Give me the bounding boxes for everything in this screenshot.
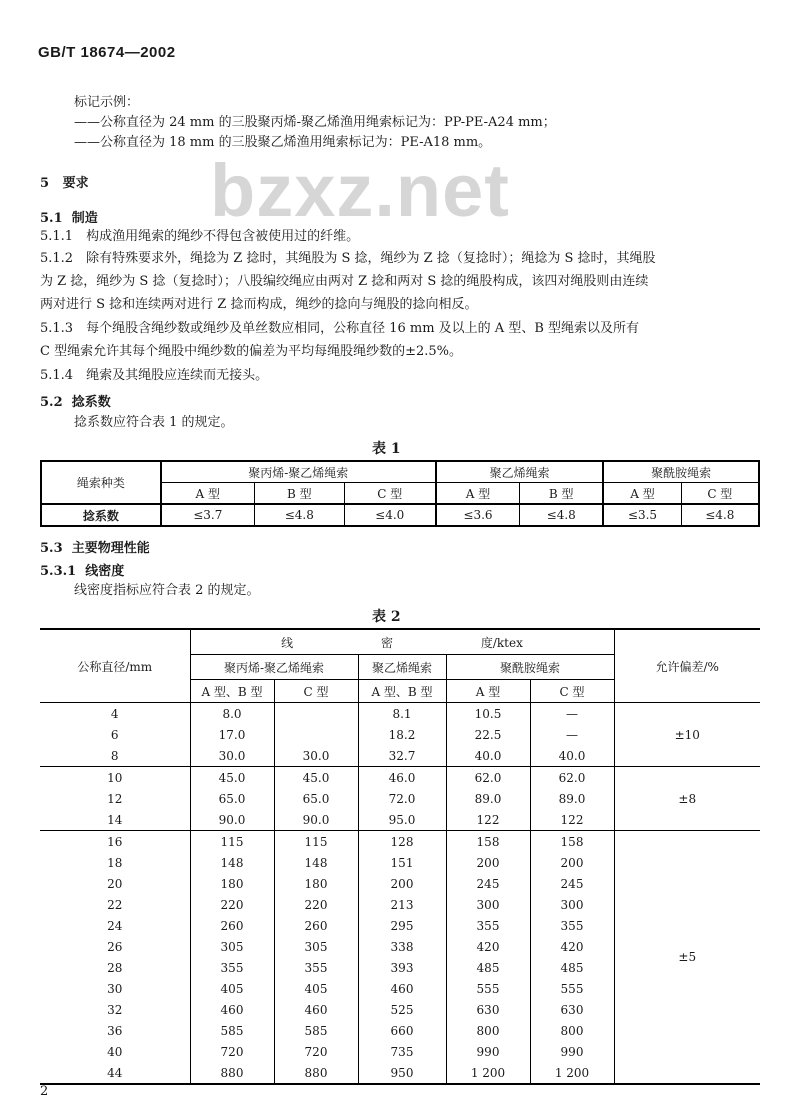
table2-value-cell: 32.7 [358, 745, 446, 767]
table2-value-cell: 880 [190, 1062, 274, 1084]
table1-value: ≤4.8 [254, 504, 344, 526]
table2-diameter-cell: 44 [107, 1065, 123, 1080]
table1-group-pp-pe: 聚丙烯-聚乙烯绳索 [161, 461, 436, 483]
table2-value-cell: 555 [446, 978, 530, 999]
table2-value-cell: 338 [358, 936, 446, 957]
table2-value-cell: 180 [190, 873, 274, 894]
section-5-number: 5 [40, 176, 50, 191]
table1-value: ≤3.5 [603, 504, 681, 526]
table2-value-cell: 62.0 [530, 767, 614, 789]
table2-value-cell: 8.1 [358, 703, 446, 725]
table2-diameter-cell: 4 [110, 706, 119, 721]
table1-value: ≤4.8 [681, 504, 759, 526]
table2-value-cell: 990 [530, 1041, 614, 1062]
table2-value-cell: 485 [530, 957, 614, 978]
clause-5-1-2-line3: 两对进行 S 捻和连续两对进行 Z 捻而构成，绳纱的捻向与绳股的捻向相反。 [40, 297, 478, 312]
clause-5-1-3-line1: 5.1.3 每个绳股含绳纱数或绳纱及单丝数应相同，公称直径 16 mm 及以上的 A 型、B 型绳索以及所有 [40, 321, 640, 336]
table2-value-cell: 158 [446, 831, 530, 853]
table2-value-cell: 40.0 [530, 745, 614, 767]
table2-value-cell: 1 200 [530, 1062, 614, 1084]
table1-type: A 型 [603, 483, 681, 505]
table2-diameter-cell: 32 [107, 1002, 123, 1017]
table1-type: C 型 [681, 483, 759, 505]
table1-value: ≤4.8 [520, 504, 604, 526]
table-row [40, 831, 760, 853]
table1-value: ≤3.6 [436, 504, 520, 526]
table2-value-cell: 800 [530, 1020, 614, 1041]
table1-row-label: 捻系数 [41, 504, 161, 526]
table1-type: A 型 [436, 483, 520, 505]
table2-value-cell: 10.5 [446, 703, 530, 725]
table2-value-cell: 148 [274, 852, 358, 873]
table2-value-cell: 460 [274, 999, 358, 1020]
section-5-3-1-text: 线密度指标应符合表 2 的规定。 [74, 583, 260, 598]
table2-value-cell: 30.0 [190, 745, 274, 767]
section-5-3-1-heading [40, 560, 124, 579]
table2-value-cell: 65.0 [190, 788, 274, 809]
table2-ld-char-2: 密 [380, 635, 393, 650]
table2-value-cell: 220 [274, 894, 358, 915]
table2-value-cell: 585 [190, 1020, 274, 1041]
table-2 [40, 628, 760, 1085]
table-1 [40, 460, 760, 527]
table1-group-pa: 聚酰胺绳索 [603, 461, 759, 483]
section-5-3-heading [40, 537, 150, 556]
table-row [40, 767, 760, 789]
table2-value-cell: 148 [190, 852, 274, 873]
table2-value-cell: 405 [274, 978, 358, 999]
marking-example-2: ——公称直径为 18 mm 的三股聚乙烯渔用绳索标记为：PE-A18 mm。 [74, 135, 492, 150]
section-5-title: 要求 [62, 176, 89, 191]
table2-tolerance-cell: ±10 [614, 703, 760, 767]
table2-value-cell: 305 [190, 936, 274, 957]
table2-value-cell: 30.0 [274, 745, 358, 767]
table2-diameter-cell: 8 [110, 748, 119, 763]
standard-header: GB/T 18674—2002 [38, 44, 176, 61]
table2-value-cell: 122 [446, 809, 530, 831]
table2-value-cell: 65.0 [274, 788, 358, 809]
section-5-2-text: 捻系数应符合表 1 的规定。 [74, 415, 234, 430]
table2-value-cell: 880 [274, 1062, 358, 1084]
table2-value-cell: 630 [530, 999, 614, 1020]
watermark: bzxz.net [210, 149, 510, 232]
table2-value-cell: 220 [190, 894, 274, 915]
table2-value-cell: 355 [274, 957, 358, 978]
table2-value-cell: 305 [274, 936, 358, 957]
table2-tolerance-cell: ±5 [614, 831, 760, 1085]
table2-group-pa: 聚酰胺绳索 [446, 655, 614, 680]
table2-diameter-header: 公称直径/mm [40, 629, 190, 703]
table2-caption: 表 2 [372, 609, 401, 625]
table2-value-cell: 158 [530, 831, 614, 853]
table2-tolerance-header: 允许偏差/% [614, 629, 760, 703]
table2-subheader: C 型 [530, 680, 614, 703]
table2-value-cell: 355 [530, 915, 614, 936]
table2-value-cell: 950 [358, 1062, 446, 1084]
table2-value-cell: 90.0 [274, 809, 358, 831]
table2-value-cell [274, 703, 358, 725]
table1-type: B 型 [520, 483, 604, 505]
table2-diameter-cell: 26 [107, 939, 123, 954]
table2-value-cell: 18.2 [358, 724, 446, 745]
table2-value-cell: 72.0 [358, 788, 446, 809]
table2-value-cell: 128 [358, 831, 446, 853]
table2-value-cell: 990 [446, 1041, 530, 1062]
table2-value-cell: 300 [530, 894, 614, 915]
table2-diameter-cell: 36 [107, 1023, 123, 1038]
table1-row-header: 绳索种类 [41, 461, 161, 504]
table2-value-cell: 200 [358, 873, 446, 894]
table1-caption: 表 1 [372, 441, 401, 457]
table2-value-cell: 95.0 [358, 809, 446, 831]
table2-diameter-cell: 20 [107, 876, 123, 891]
table2-diameter-cell: 14 [107, 812, 123, 827]
table2-value-cell: 720 [274, 1041, 358, 1062]
table2-value-cell: 735 [358, 1041, 446, 1062]
table2-value-cell: 260 [274, 915, 358, 936]
table2-value-cell: 90.0 [190, 809, 274, 831]
table2-value-cell: 89.0 [530, 788, 614, 809]
table2-value-cell: 800 [446, 1020, 530, 1041]
table2-value-cell: 62.0 [446, 767, 530, 789]
clause-5-1-2-line1: 5.1.2 除有特殊要求外，绳捻为 Z 捻时，其绳股为 S 捻，绳纱为 Z 捻（复捻时）；绳捻为 S 捻时，其绳股 [40, 251, 656, 266]
section-5-3-number: 5.3 [40, 541, 63, 556]
table2-value-cell: 405 [190, 978, 274, 999]
table2-value-cell: 460 [190, 999, 274, 1020]
table2-value-cell: 295 [358, 915, 446, 936]
table2-diameter-cell: 28 [107, 960, 123, 975]
table2-value-cell: 115 [190, 831, 274, 853]
table2-value-cell: 420 [446, 936, 530, 957]
table2-subheader: A 型 [446, 680, 530, 703]
table2-value-cell: 180 [274, 873, 358, 894]
table2-value-cell: 393 [358, 957, 446, 978]
table2-value-cell: 720 [190, 1041, 274, 1062]
section-5-1-heading [40, 207, 98, 226]
table2-diameter-cell: 30 [107, 981, 123, 996]
table2-value-cell: 245 [530, 873, 614, 894]
table2-value-cell: 630 [446, 999, 530, 1020]
table2-value-cell: 460 [358, 978, 446, 999]
table2-value-cell: 555 [530, 978, 614, 999]
table2-value-cell: 45.0 [190, 767, 274, 789]
table2-value-cell: 355 [446, 915, 530, 936]
table2-diameter-cell: 12 [107, 791, 123, 806]
table1-group-pe: 聚乙烯绳索 [436, 461, 604, 483]
table2-value-cell: 260 [190, 915, 274, 936]
clause-5-1-3-line2: C 型绳索允许其每个绳股中绳纱数的偏差为平均每绳股绳纱数的±2.5%。 [40, 344, 462, 359]
table2-value-cell: 420 [530, 936, 614, 957]
table1-value: ≤4.0 [344, 504, 436, 526]
table1-type: B 型 [254, 483, 344, 505]
table2-value-cell: 213 [358, 894, 446, 915]
section-5-1-title: 制造 [71, 211, 98, 226]
table2-value-cell: 525 [358, 999, 446, 1020]
table2-value-cell [274, 724, 358, 745]
table2-value-cell: 122 [530, 809, 614, 831]
section-5-3-title: 主要物理性能 [71, 541, 150, 556]
table2-diameter-cell: 40 [107, 1044, 123, 1059]
table2-ld-char-1: 线 [281, 635, 294, 650]
table2-body [40, 703, 760, 1085]
table2-value-cell: 8.0 [190, 703, 274, 725]
clause-5-1-1: 5.1.1 构成渔用绳索的绳纱不得包含被使用过的纤维。 [40, 229, 360, 244]
table-row [40, 703, 760, 725]
table2-value-cell: 40.0 [446, 745, 530, 767]
marking-example-1: ——公称直径为 24 mm 的三股聚丙烯-聚乙烯渔用绳索标记为：PP-PE-A24 mm； [74, 115, 556, 130]
table1-type: C 型 [344, 483, 436, 505]
table2-value-cell: 200 [446, 852, 530, 873]
table2-value-cell: 485 [446, 957, 530, 978]
section-5-2-heading [40, 391, 111, 410]
table2-value-cell: 17.0 [190, 724, 274, 745]
section-5-heading [40, 172, 89, 191]
table2-value-cell: 89.0 [446, 788, 530, 809]
table2-linear-density-header [190, 629, 614, 655]
table2-diameter-cell: 18 [107, 855, 123, 870]
section-5-1-number: 5.1 [40, 211, 63, 226]
table2-value-cell: 151 [358, 852, 446, 873]
table2-subheader: A 型、B 型 [190, 680, 274, 703]
section-5-2-title: 捻系数 [71, 395, 111, 410]
table2-value-cell: 585 [274, 1020, 358, 1041]
table2-value-cell: 45.0 [274, 767, 358, 789]
table2-value-cell: 200 [530, 852, 614, 873]
table2-value-cell: — [530, 703, 614, 725]
table2-subheader: A 型、B 型 [358, 680, 446, 703]
table2-group-pe: 聚乙烯绳索 [358, 655, 446, 680]
table2-value-cell: 1 200 [446, 1062, 530, 1084]
table2-ld-char-3: 度/ktex [480, 635, 523, 650]
section-5-3-1-number: 5.3.1 [40, 564, 77, 579]
table2-value-cell: — [530, 724, 614, 745]
marking-label: 标记示例： [74, 95, 140, 110]
table2-value-cell: 245 [446, 873, 530, 894]
table2-value-cell: 46.0 [358, 767, 446, 789]
table2-subheader: C 型 [274, 680, 358, 703]
table2-diameter-cell: 10 [40, 767, 190, 789]
section-5-3-1-title: 线密度 [85, 564, 125, 579]
clause-5-1-4: 5.1.4 绳索及其绳股应连续而无接头。 [40, 368, 269, 383]
table2-value-cell: 660 [358, 1020, 446, 1041]
table2-value-cell: 115 [274, 831, 358, 853]
table2-value-cell: 355 [190, 957, 274, 978]
table2-diameter-cell: 22 [107, 897, 123, 912]
table2-group-pp-pe: 聚丙烯-聚乙烯绳索 [190, 655, 358, 680]
table2-tolerance-cell: ±8 [614, 767, 760, 831]
page-number: 2 [40, 1084, 49, 1099]
table2-diameter-cell: 24 [107, 918, 123, 933]
section-5-2-number: 5.2 [40, 395, 63, 410]
table2-diameter-cell: 16 [40, 831, 190, 853]
table1-value: ≤3.7 [161, 504, 255, 526]
clause-5-1-2-line2: 为 Z 捻，绳纱为 S 捻（复捻时）；八股编绞绳应由两对 Z 捻和两对 S 捻的绳股构成，该四对绳股则由连续 [40, 274, 649, 289]
table1-type: A 型 [161, 483, 255, 505]
table2-value-cell: 300 [446, 894, 530, 915]
table2-diameter-cell: 6 [110, 727, 119, 742]
table2-value-cell: 22.5 [446, 724, 530, 745]
